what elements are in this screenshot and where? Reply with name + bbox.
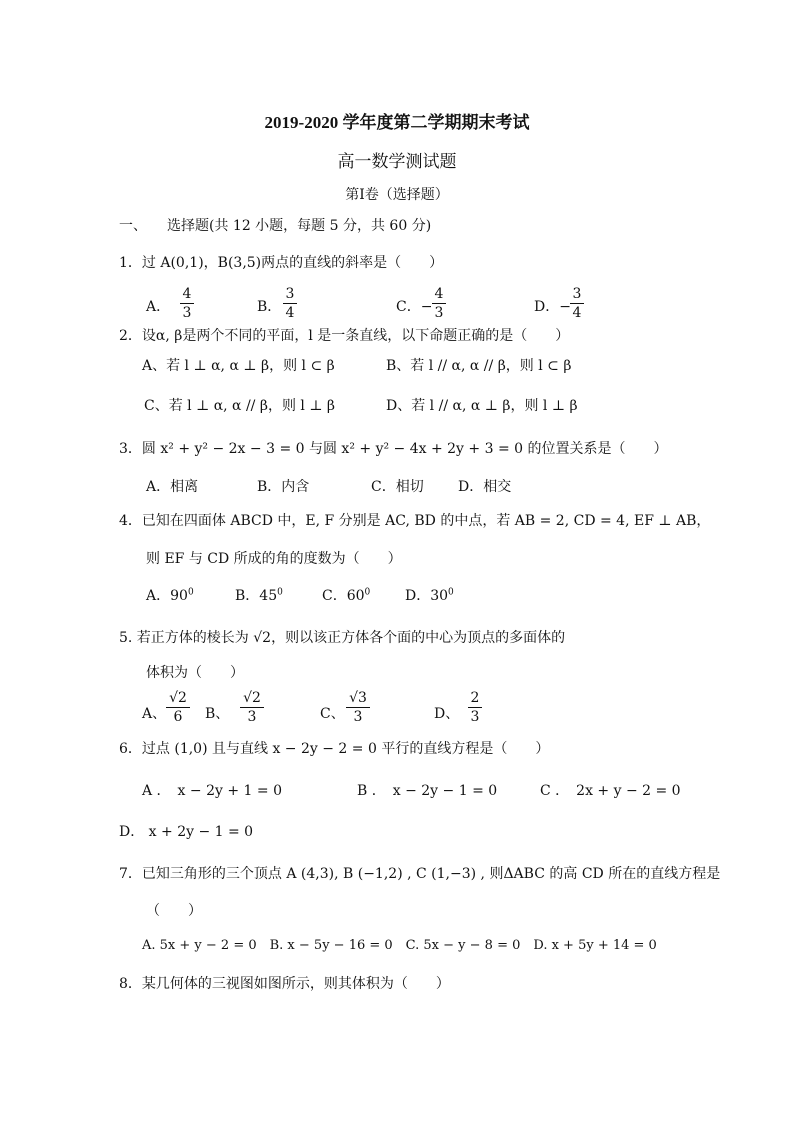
q3-option-d: D．相交 (458, 479, 512, 495)
q2-option-d: D、若 l // α, α ⊥ β，则 l ⊥ β (386, 398, 578, 414)
question-5-stem: 5. 若正方体的棱长为 √2，则以该正方体各个面的中心为顶点的多面体的 (119, 630, 566, 646)
question-3-stem: 3．圆 x² + y² − 2x − 3 = 0 与圆 x² + y² − 4x + 2y + 3 = 0 的位置关系是（ ） (119, 441, 668, 457)
q5-option-d-fraction (468, 690, 482, 725)
volume-label: 第Ⅰ卷（选择题） (345, 187, 449, 203)
fraction-bar (240, 707, 264, 708)
question-4-stem: 4．已知在四面体 ABCD 中，E, F 分别是 AC, BD 的中点，若 AB = 2, CD = 4, EF ⊥ AB， (119, 513, 711, 529)
q6-option-d: D． x + 2y − 1 = 0 (119, 824, 254, 840)
q4-option-b (235, 587, 283, 605)
q4-option-c (322, 587, 370, 605)
question-4-stem-continued: 则 EF 与 CD 所成的角的度数为（ ） (146, 551, 402, 567)
q1-option-a-label: A． (146, 299, 171, 315)
q1-option-c-label: C．− (396, 299, 433, 315)
question-2-stem: 2．设α, β是两个不同的平面，l 是一条直线，以下命题正确的是（ ） (119, 328, 570, 344)
q5-option-b-denominator: 3 (247, 709, 257, 725)
degree-mark: 0 (277, 587, 283, 598)
q3-option-c: C．相切 (371, 479, 424, 495)
q6-option-c: C ． 2x + y − 2 = 0 (540, 783, 681, 799)
q5-option-b-numerator: √2 (243, 690, 261, 706)
q6-option-a: A ． x − 2y + 1 = 0 (142, 783, 282, 799)
q2-option-a: A、若 l ⊥ α, α ⊥ β，则 l ⊂ β (142, 358, 335, 374)
q1-option-b-numerator: 3 (285, 286, 295, 302)
q4-option-b-text: B．45 (235, 588, 278, 604)
fraction-bar (166, 707, 190, 708)
q5-option-c-label: C、 (320, 706, 345, 722)
q5-option-d-denominator: 3 (470, 709, 480, 725)
q1-option-a-denominator: 3 (182, 305, 192, 321)
question-5-stem-continued: 体积为（ ） (146, 665, 244, 681)
q1-option-c-fraction (432, 286, 446, 321)
fraction-bar (180, 303, 194, 304)
question-8-stem: 8．某几何体的三视图如图所示，则其体积为（ ） (119, 976, 450, 992)
q1-option-a-numerator: 4 (182, 286, 192, 302)
q4-option-d-text: D．30 (405, 588, 449, 604)
q5-option-c-numerator: √3 (349, 690, 367, 706)
exam-subtitle: 高一数学测试题 (337, 152, 457, 172)
q5-option-d-label: D、 (434, 706, 460, 722)
q1-option-c-denominator: 3 (434, 305, 444, 321)
q2-option-c: C、若 l ⊥ α, α // β，则 l ⊥ β (144, 398, 336, 414)
q1-option-a-fraction (180, 286, 194, 321)
q1-option-b-fraction (283, 286, 297, 321)
q5-option-c-denominator: 3 (353, 709, 363, 725)
q4-option-d (405, 587, 454, 605)
question-6-stem: 6．过点 (1,0) 且与直线 x − 2y − 2 = 0 平行的直线方程是（ ） (119, 741, 550, 757)
section-number: 一、 (119, 218, 147, 234)
q5-option-c-fraction (346, 690, 370, 725)
degree-mark: 0 (448, 587, 454, 598)
q5-option-a-denominator: 6 (173, 709, 183, 725)
q1-option-b-label: B． (257, 299, 282, 315)
question-7-stem: 7．已知三角形的三个顶点 A (4,3), B (−1,2) , C (1,−3) , 则ΔABC 的高 CD 所在的直线方程是 (119, 866, 721, 882)
fraction-bar (468, 707, 482, 708)
q4-option-c-text: C．60 (322, 588, 365, 604)
q5-option-b-fraction (240, 690, 264, 725)
q1-option-d-label: D．− (534, 299, 571, 315)
q3-option-b: B．内含 (257, 479, 310, 495)
fraction-bar (432, 303, 446, 304)
fraction-bar (346, 707, 370, 708)
question-7-blank: （ ） (146, 903, 202, 919)
q7-options: A. 5x + y − 2 = 0 B. x − 5y − 16 = 0 C. 5x − y − 8 = 0 D. x + 5y + 14 = 0 (142, 938, 657, 953)
q1-option-d-fraction (570, 286, 584, 321)
q4-option-a (146, 587, 194, 605)
q5-option-a-numerator: √2 (169, 690, 187, 706)
q1-option-b-denominator: 4 (285, 305, 295, 321)
q1-option-c-numerator: 4 (434, 286, 444, 302)
fraction-bar (570, 303, 584, 304)
q1-option-d-denominator: 4 (572, 305, 582, 321)
q6-option-b: B ． x − 2y − 1 = 0 (357, 783, 498, 799)
degree-mark: 0 (364, 587, 371, 598)
q4-option-a-text: A．90 (146, 588, 188, 604)
q5-option-a-label: A、 (142, 706, 167, 722)
question-1-stem: 1．过 A(0,1)，B(3,5)两点的直线的斜率是（ ） (119, 255, 444, 271)
q5-option-a-fraction (166, 690, 190, 725)
section-heading: 选择题(共 12 小题，每题 5 分，共 60 分) (167, 218, 432, 234)
fraction-bar (283, 303, 297, 304)
q2-option-b: B、若 l // α, α // β，则 l ⊂ β (386, 358, 572, 374)
q5-option-b-label: B、 (205, 706, 230, 722)
q5-option-d-numerator: 2 (470, 690, 480, 706)
q1-option-d-numerator: 3 (572, 286, 582, 302)
degree-mark: 0 (187, 587, 194, 598)
exam-title: 2019-2020 学年度第二学期期末考试 (264, 113, 530, 132)
q3-option-a: A．相离 (146, 479, 199, 495)
